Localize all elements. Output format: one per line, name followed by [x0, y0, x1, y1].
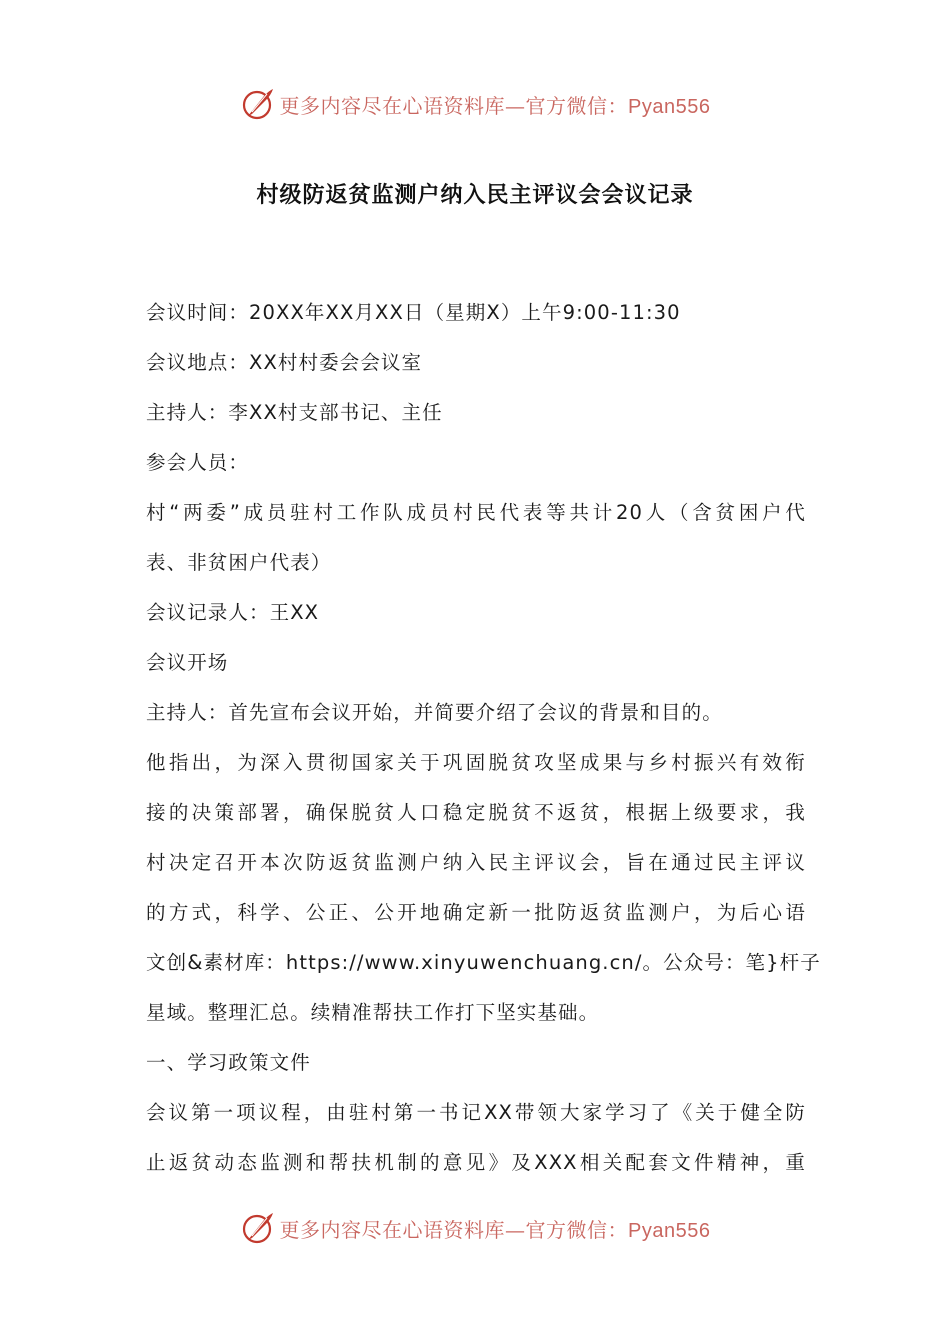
watermark-text: 更多内容尽在心语资料库—官方微信：Pyan556	[279, 93, 711, 118]
document-line: 会议开场	[146, 651, 229, 674]
quill-pen-logo-icon	[240, 86, 276, 122]
document-line: 会议地点：XX村村委会会议室	[146, 351, 423, 374]
document-line: 止返贫动态监测和帮扶机制的意见》及XXX相关配套文件精神，重	[146, 1151, 806, 1174]
document-line: 会议记录人：王XX	[146, 601, 320, 624]
document-line: 主持人：李XX村支部书记、主任	[146, 401, 443, 424]
header-watermark-banner	[0, 84, 950, 124]
document-title: 村级防返贫监测户纳入民主评议会会议记录	[256, 183, 694, 208]
document-line: 他指出，为深入贯彻国家关于巩固脱贫攻坚成果与乡村振兴有效衔	[146, 751, 806, 774]
watermark-text: 更多内容尽在心语资料库—官方微信：Pyan556	[279, 1217, 711, 1242]
document-line: 星域。整理汇总。续精准帮扶工作打下坚实基础。	[146, 1001, 600, 1024]
footer-watermark-banner	[0, 1208, 950, 1248]
document-line: 参会人员：	[146, 451, 250, 474]
quill-pen-logo-icon	[240, 1210, 276, 1246]
document-line: 一、学习政策文件	[146, 1051, 311, 1074]
document-line: 村“两委”成员驻村工作队成员村民代表等共计20人（含贫困户代	[146, 501, 806, 524]
document-line: 接的决策部署，确保脱贫人口稳定脱贫不返贫，根据上级要求，我	[146, 801, 806, 824]
document-line: 文创&素材库：https://www.xinyuwenchuang.cn/。公众号：笔}杆子	[146, 951, 821, 974]
document-line: 会议第一项议程，由驻村第一书记XX带领大家学习了《关于健全防	[146, 1101, 806, 1124]
document-line: 会议时间：20XX年XX月XX日（星期X）上午9:00-11:30	[146, 301, 681, 324]
document-body	[146, 288, 821, 1188]
document-line: 表、非贫困户代表）	[146, 551, 332, 574]
document-line: 主持人：首先宣布会议开始，并简要介绍了会议的背景和目的。	[146, 701, 723, 724]
document-line: 村决定召开本次防返贫监测户纳入民主评议会，旨在通过民主评议	[146, 851, 806, 874]
document-line: 的方式，科学、公正、公开地确定新一批防返贫监测户，为后心语	[146, 901, 806, 924]
